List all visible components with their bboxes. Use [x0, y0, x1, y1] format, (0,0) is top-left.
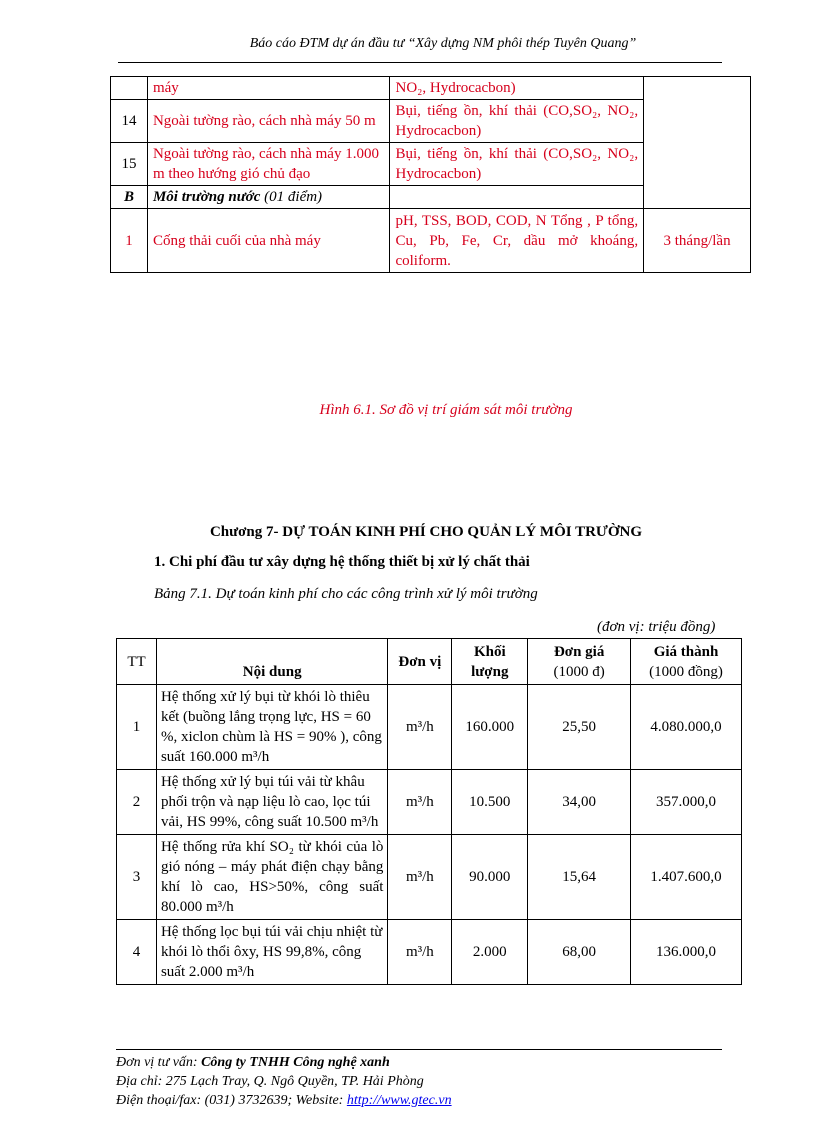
row-total: 1.407.600,0 — [631, 835, 742, 920]
header-price-label: Đơn giá — [553, 643, 605, 660]
params-cell — [390, 186, 644, 209]
footer-consultant-label: Đơn vị tư vấn: — [116, 1055, 202, 1070]
row-content: Hệ thống xử lý bụi từ khói lò thiêu kết (buồng lắng trọng lực, HS = 60 %, xiclon chùm là HS = 90% ), công suất 160.000 m³/h — [156, 685, 387, 770]
row-unit: m³/h — [388, 770, 452, 835]
header-unit: Đơn vị — [388, 639, 452, 685]
frequency-cell — [644, 77, 751, 209]
section-letter: B — [111, 186, 148, 209]
row-content: Hệ thống rửa khí SO₂ từ khói của lò gió nóng – máy phát điện chạy bằng khí lò cao, HS>50%, công suất 80.000 m³/h — [156, 835, 387, 920]
row-tt: 4 — [117, 920, 157, 985]
row-total: 136.000,0 — [631, 920, 742, 985]
location-cell: Ngoài tường rào, cách nhà máy 50 m — [147, 100, 390, 143]
header-total — [631, 639, 742, 685]
row-price: 68,00 — [528, 920, 631, 985]
row-volume: 160.000 — [452, 685, 528, 770]
row-number: 15 — [111, 143, 148, 186]
row-volume: 2.000 — [452, 920, 528, 985]
row-volume: 10.500 — [452, 770, 528, 835]
row-unit: m³/h — [388, 685, 452, 770]
location-cell: Ngoài tường rào, cách nhà máy 1.000 m theo hướng gió chủ đạo — [147, 143, 390, 186]
footer-phone: Điện thoại/fax: (031) 3732639; Website: — [116, 1093, 347, 1108]
location-cell: máy — [147, 77, 390, 100]
location-cell: Cống thải cuối của nhà máy — [147, 209, 390, 273]
params-cell: Bụi, tiếng ồn, khí thải (CO,SO₂, NO₂, Hydrocacbon) — [390, 143, 644, 186]
table-row — [117, 770, 742, 835]
table-row — [117, 685, 742, 770]
section-label-bold: Môi trường nước — [152, 189, 261, 205]
footer-divider — [116, 1049, 722, 1050]
row-content: Hệ thống xử lý bụi túi vải từ khâu phối trộn và nạp liệu lò cao, lọc túi vải, HS 99%, công suất 10.500 m³/h — [156, 770, 387, 835]
row-volume: 90.000 — [452, 835, 528, 920]
header-content: Nội dung — [156, 639, 387, 685]
chapter-title: Chương 7- DỰ TOÁN KINH PHÍ CHO QUẢN LÝ MÔI TRƯỜNG — [209, 524, 643, 540]
row-number: 14 — [111, 100, 148, 143]
page-header-title: Báo cáo ĐTM dự án đầu tư “Xây dựng NM phôi thép Tuyên Quang” — [249, 36, 637, 51]
row-number — [111, 77, 148, 100]
footer-address: Địa chỉ: 275 Lạch Tray, Q. Ngô Quyền, TP. Hải Phòng — [116, 1074, 424, 1089]
unit-note: (đơn vị: triệu đồng) — [597, 619, 716, 635]
header-price — [528, 639, 631, 685]
table-row — [117, 920, 742, 985]
footer-website-link[interactable]: http://www.gtec.vn — [346, 1093, 452, 1108]
footer-consultant-name: Công ty TNHH Công nghệ xanh — [201, 1055, 390, 1070]
table-row — [117, 835, 742, 920]
section-label-rest: (01 điểm) — [260, 189, 323, 205]
header-total-label: Giá thành — [653, 643, 719, 660]
row-content: Hệ thống lọc bụi túi vải chịu nhiệt từ khói lò thổi ôxy, HS 99,8%, công suất 2.000 m³/h — [156, 920, 387, 985]
row-tt: 2 — [117, 770, 157, 835]
params-cell: NO₂, Hydrocacbon) — [390, 77, 644, 100]
table-header-row — [117, 639, 742, 685]
row-price: 15,64 — [528, 835, 631, 920]
footer-contact — [116, 1091, 452, 1110]
row-number: 1 — [111, 209, 148, 273]
row-price: 34,00 — [528, 770, 631, 835]
header-tt: TT — [117, 639, 157, 685]
params-cell: pH, TSS, BOD, COD, N Tổng , P tổng, Cu, Pb, Fe, Cr, dầu mở khoáng, coliform. — [390, 209, 644, 273]
section-label — [147, 186, 390, 209]
table-row — [111, 209, 751, 273]
row-tt: 3 — [117, 835, 157, 920]
cost-table — [116, 638, 742, 985]
row-unit: m³/h — [388, 835, 452, 920]
table-row — [111, 77, 751, 100]
header-volume: Khối lượng — [452, 639, 528, 685]
params-cell: Bụi, tiếng ồn, khí thải (CO,SO₂, NO₂, Hydrocacbon) — [390, 100, 644, 143]
frequency-cell: 3 tháng/lần — [644, 209, 751, 273]
row-total: 4.080.000,0 — [631, 685, 742, 770]
header-price-sub: (1000 đ) — [553, 663, 605, 680]
row-unit: m³/h — [388, 920, 452, 985]
row-total: 357.000,0 — [631, 770, 742, 835]
header-divider — [118, 62, 722, 63]
table-caption: Bảng 7.1. Dự toán kinh phí cho các công trình xử lý môi trường — [154, 586, 538, 602]
header-total-sub: (1000 đồng) — [649, 663, 723, 680]
figure-caption: Hình 6.1. Sơ đồ vị trí giám sát môi trường — [319, 402, 573, 418]
row-tt: 1 — [117, 685, 157, 770]
footer-consultant — [116, 1053, 390, 1072]
row-price: 25,50 — [528, 685, 631, 770]
section-title: 1. Chi phí đầu tư xây dựng hệ thống thiết bị xử lý chất thải — [154, 554, 530, 570]
monitoring-table — [110, 76, 751, 273]
